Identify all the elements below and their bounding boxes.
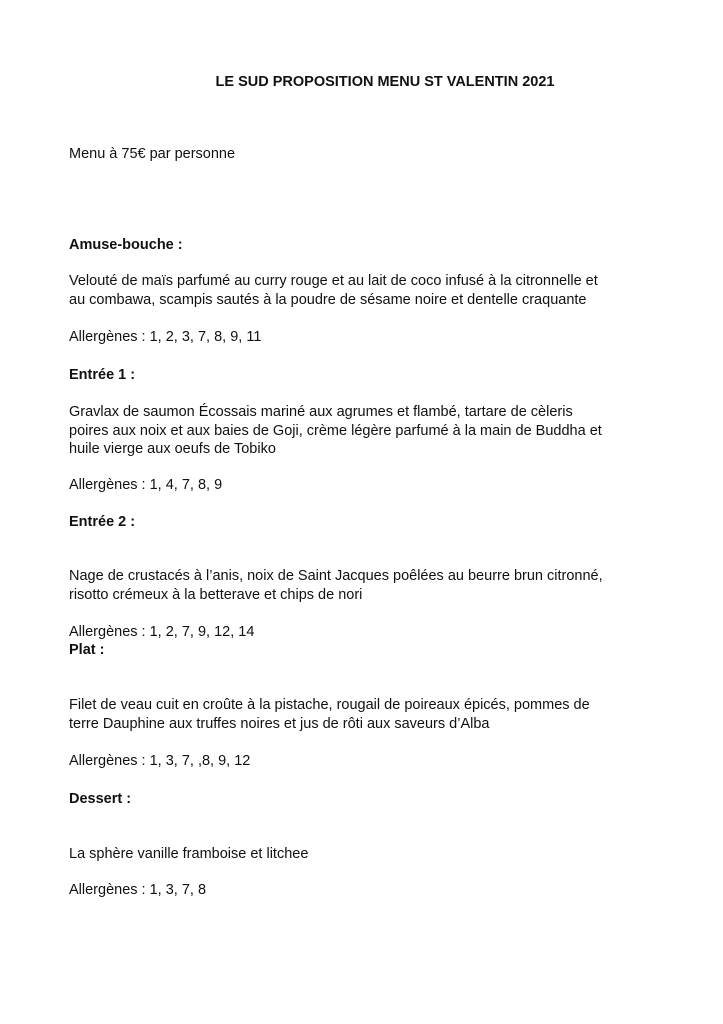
section-heading: Entrée 1 : bbox=[69, 367, 136, 383]
dish-description-line: terre Dauphine aux truffes noires et jus de rôti aux saveurs d’Alba bbox=[69, 716, 490, 732]
section-heading: Dessert : bbox=[69, 791, 132, 807]
document-title: LE SUD PROPOSITION MENU ST VALENTIN 2021 bbox=[215, 74, 555, 90]
dish-description-line: risotto crémeux à la betterave et chips de nori bbox=[69, 587, 363, 603]
dish-description-line: La sphère vanille framboise et litchee bbox=[69, 846, 309, 862]
dish-description-line: au combawa, scampis sautés à la poudre de sésame noire et dentelle craquante bbox=[69, 292, 587, 308]
section-heading: Plat : bbox=[69, 642, 105, 658]
dish-description-line: Filet de veau cuit en croûte à la pistache, rougail de poireaux épicés, pommes de bbox=[69, 697, 590, 713]
section-heading: Amuse-bouche : bbox=[69, 237, 183, 253]
dish-description-line: Gravlax de saumon Écossais mariné aux agrumes et flambé, tartare de cèleris bbox=[69, 404, 573, 420]
price-line: Menu à 75€ par personne bbox=[69, 146, 236, 162]
dish-description-line: huile vierge aux oeufs de Tobiko bbox=[69, 441, 276, 457]
dish-description-line: Nage de crustacés à l’anis, noix de Saint Jacques poêlées au beurre brun citronné, bbox=[69, 568, 603, 584]
dish-description-line: Velouté de maïs parfumé au curry rouge et au lait de coco infusé à la citronnelle et bbox=[69, 273, 598, 289]
dish-description-line: poires aux noix et aux baies de Goji, crème légère parfumé à la main de Buddha et bbox=[69, 423, 602, 439]
allergens-line: Allergènes : 1, 4, 7, 8, 9 bbox=[69, 477, 223, 493]
section-heading: Entrée 2 : bbox=[69, 514, 136, 530]
allergens-line: Allergènes : 1, 3, 7, ,8, 9, 12 bbox=[69, 753, 251, 769]
allergens-line: Allergènes : 1, 2, 3, 7, 8, 9, 11 bbox=[69, 329, 262, 345]
allergens-line: Allergènes : 1, 2, 7, 9, 12, 14 bbox=[69, 624, 255, 640]
allergens-line: Allergènes : 1, 3, 7, 8 bbox=[69, 882, 207, 898]
